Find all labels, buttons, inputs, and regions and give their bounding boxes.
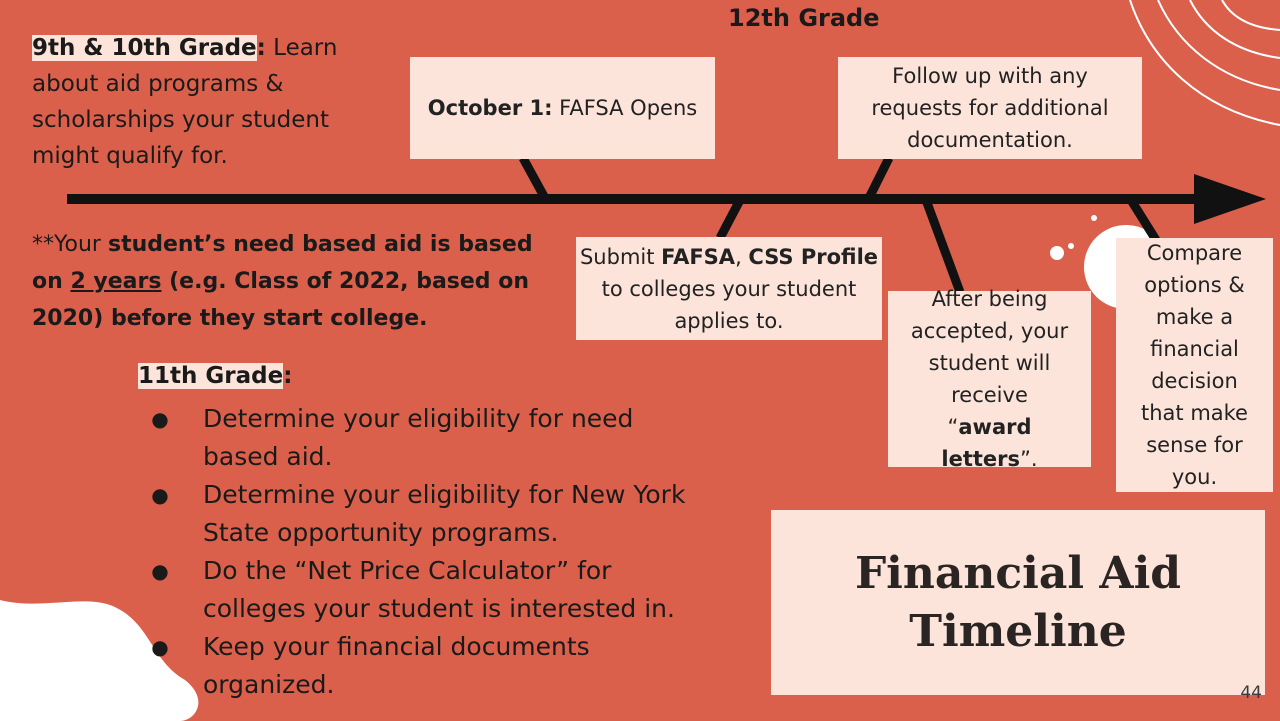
bullet-icon: ● bbox=[151, 559, 169, 583]
submit-text: Submit bbox=[579, 244, 662, 269]
list-item-text: Keep your financial documents organized. bbox=[203, 632, 590, 699]
list-item bbox=[150, 400, 690, 476]
arc-decoration bbox=[1158, 0, 1280, 90]
css-profile-label: CSS Profile bbox=[748, 244, 879, 269]
list-item-text: Do the “Net Price Calculator” for colleges your student is interested in. bbox=[203, 556, 675, 623]
slide-title bbox=[855, 545, 1181, 661]
list-item-text: Determine your eligibility for need based aid. bbox=[203, 404, 634, 471]
october-text: FAFSA Opens bbox=[552, 96, 698, 120]
grade-11-list bbox=[150, 400, 690, 704]
timeline-branch bbox=[926, 200, 960, 292]
fafsa-label: FAFSA bbox=[661, 244, 736, 269]
list-item-text: Determine your eligibility for New York State opportunity programs. bbox=[203, 480, 686, 547]
note-bold-text: student’s need based aid is based on bbox=[32, 232, 533, 294]
list-item bbox=[150, 628, 690, 704]
timeline-box-october bbox=[410, 57, 715, 159]
timeline-arrow-head bbox=[1194, 174, 1266, 224]
grade-11-heading bbox=[138, 363, 292, 389]
need-based-aid-note bbox=[32, 226, 552, 337]
grade-11-label: 11th Grade bbox=[138, 363, 284, 389]
timeline-branch bbox=[720, 200, 740, 238]
grade-9-10-section bbox=[32, 30, 372, 174]
page-number: 44 bbox=[1240, 683, 1262, 703]
dot-decoration bbox=[1068, 243, 1074, 249]
heading-colon: : bbox=[283, 363, 293, 389]
followup-text: Follow up with any requests for additional documentation. bbox=[871, 64, 1109, 152]
timeline-box-followup bbox=[838, 57, 1142, 159]
title-line-2: Timeline bbox=[909, 605, 1127, 657]
bullet-icon: ● bbox=[151, 635, 169, 659]
award-text-end: ”. bbox=[1020, 447, 1038, 471]
note-prefix: **Your bbox=[32, 232, 108, 257]
list-item bbox=[150, 476, 690, 552]
grade-9-10-heading: 9th & 10th Grade bbox=[32, 35, 257, 61]
award-letters-label: award letters bbox=[941, 415, 1032, 471]
bullet-icon: ● bbox=[151, 407, 169, 431]
title-box bbox=[771, 510, 1265, 695]
grade-9-10-text: Learn about aid programs & scholarships your student might qualify for. bbox=[32, 35, 338, 169]
bullet-icon: ● bbox=[151, 483, 169, 507]
timeline-box-award-letters bbox=[888, 287, 1091, 471]
dot-decoration bbox=[1091, 215, 1097, 221]
submit-comma: , bbox=[735, 244, 749, 269]
arc-decoration bbox=[1130, 0, 1280, 125]
title-line-1: Financial Aid bbox=[854, 547, 1182, 599]
dot-decoration bbox=[1050, 246, 1064, 260]
arc-decoration bbox=[1222, 0, 1280, 30]
submit-text-end: to colleges your student applies to. bbox=[601, 276, 857, 333]
award-text: After being accepted, your student will receive “ bbox=[910, 287, 1069, 439]
note-bold-text-end: (e.g. Class of 2022, based on 2020) before they start college. bbox=[32, 269, 529, 331]
note-underlined-text: 2 years bbox=[70, 269, 162, 294]
october-date: October 1: bbox=[427, 96, 553, 120]
heading-colon: : bbox=[256, 35, 266, 61]
timeline-branch bbox=[523, 158, 546, 200]
grade-12-heading: 12th Grade bbox=[728, 4, 880, 32]
list-item bbox=[150, 552, 690, 628]
timeline-box-submit bbox=[576, 237, 882, 340]
timeline-box-compare bbox=[1116, 238, 1273, 492]
compare-text: Compare options & make a financial decision that make sense for you. bbox=[1141, 241, 1248, 489]
timeline-branch bbox=[868, 158, 889, 200]
